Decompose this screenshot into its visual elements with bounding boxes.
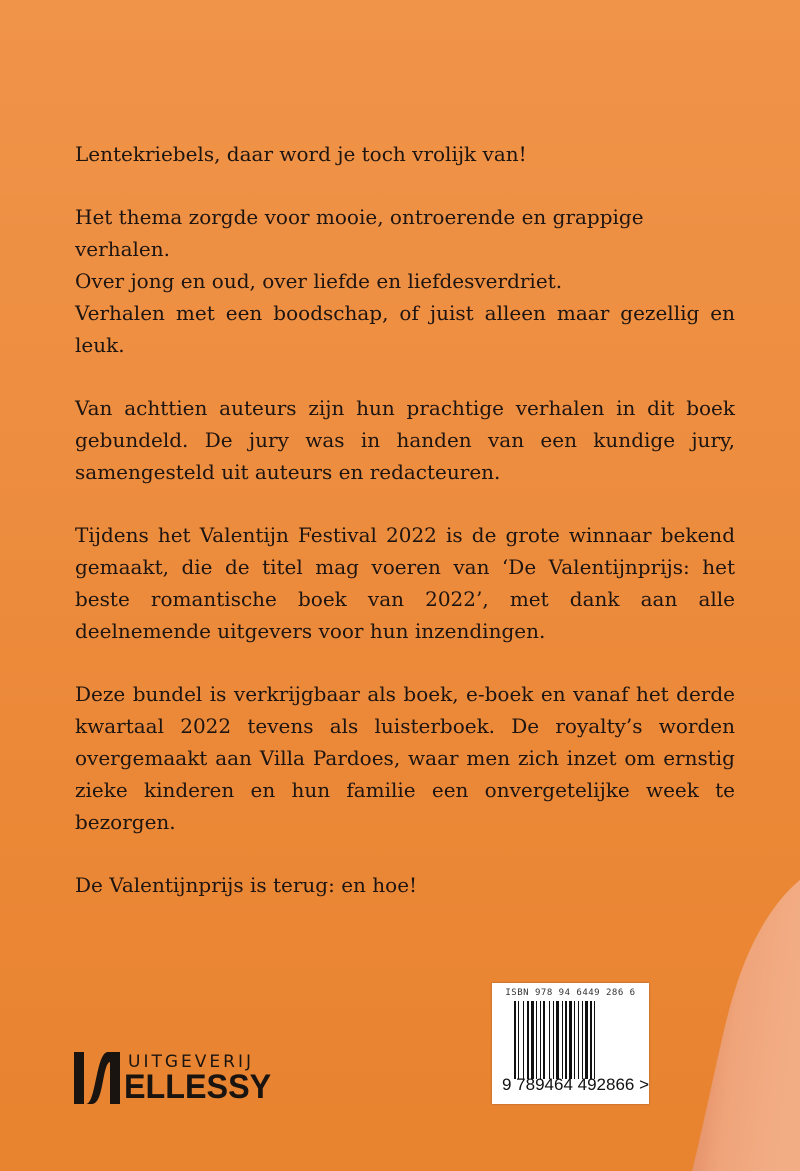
barcode-digits: 9 789464 492866 > bbox=[502, 1075, 650, 1094]
barcode-bar bbox=[565, 1001, 567, 1079]
barcode-bar bbox=[594, 1001, 595, 1079]
barcode-bar bbox=[536, 1001, 537, 1079]
barcode-bar bbox=[578, 1001, 579, 1079]
barcode-bar bbox=[574, 1001, 575, 1079]
barcode-bar bbox=[518, 1001, 519, 1079]
barcode-bar bbox=[531, 1001, 534, 1079]
paragraph-festival: Tijdens het Valentijn Festival 2022 is de grote winnaar bekend gemaakt, die de titel mag voeren van ‘De Valentijnprijs: het beste romantische boek van 2022’, met dank aan alle deelnemende uitgevers voor hun inzendingen. bbox=[75, 523, 735, 643]
publisher-line2: ELLESSY bbox=[124, 1068, 272, 1106]
paragraph-closing: De Valentijnprijs is terug: en hoe! bbox=[75, 873, 418, 897]
barcode-bar bbox=[540, 1001, 541, 1079]
barcode-bar bbox=[553, 1001, 554, 1079]
barcode-bar bbox=[585, 1001, 588, 1079]
back-cover-text bbox=[75, 138, 735, 932]
barcode-bar bbox=[523, 1001, 524, 1079]
barcode-bar bbox=[569, 1001, 572, 1079]
paragraph-authors: Van achttien auteurs zijn hun prachtige verhalen in dit boek gebundeld. De jury was in handen van een kundige jury, samengesteld uit auteurs en redacteuren. bbox=[75, 396, 735, 484]
barcode-bar bbox=[556, 1001, 559, 1079]
publisher-line1: UITGEVERIJ bbox=[128, 1052, 254, 1072]
isbn-label: ISBN 978 94 6449 286 6 bbox=[505, 988, 636, 998]
barcode-bar bbox=[590, 1001, 592, 1079]
paragraph-theme bbox=[75, 201, 735, 361]
barcode-bar bbox=[543, 1001, 545, 1079]
barcode-bar bbox=[562, 1001, 563, 1079]
publisher-logo-icon bbox=[72, 1050, 122, 1106]
theme-line-1: Het thema zorgde voor mooie, ontroerende en grappige verhalen. bbox=[75, 205, 644, 261]
theme-line-2: Over jong en oud, over liefde en liefdesverdriet. bbox=[75, 269, 563, 293]
barcode-bar bbox=[582, 1001, 583, 1079]
barcode-bar bbox=[514, 1001, 516, 1079]
isbn-barcode bbox=[492, 983, 649, 1104]
barcode-bar bbox=[549, 1001, 550, 1079]
theme-line-3: Verhalen met een boodschap, of juist alleen maar gezellig en leuk. bbox=[75, 301, 735, 357]
paragraph-intro: Lentekriebels, daar word je toch vrolijk van! bbox=[75, 142, 527, 166]
barcode-bar bbox=[527, 1001, 529, 1079]
paragraph-availability: Deze bundel is verkrijgbaar als boek, e-boek en vanaf het derde kwartaal 2022 tevens als luisterboek. De royalty’s worden overgemaakt aan Villa Pardoes, waar men zich inzet om ernstig zieke kinderen en hun familie een onvergetelijke week te bezorgen. bbox=[75, 682, 735, 834]
publisher-logo bbox=[72, 1050, 272, 1110]
